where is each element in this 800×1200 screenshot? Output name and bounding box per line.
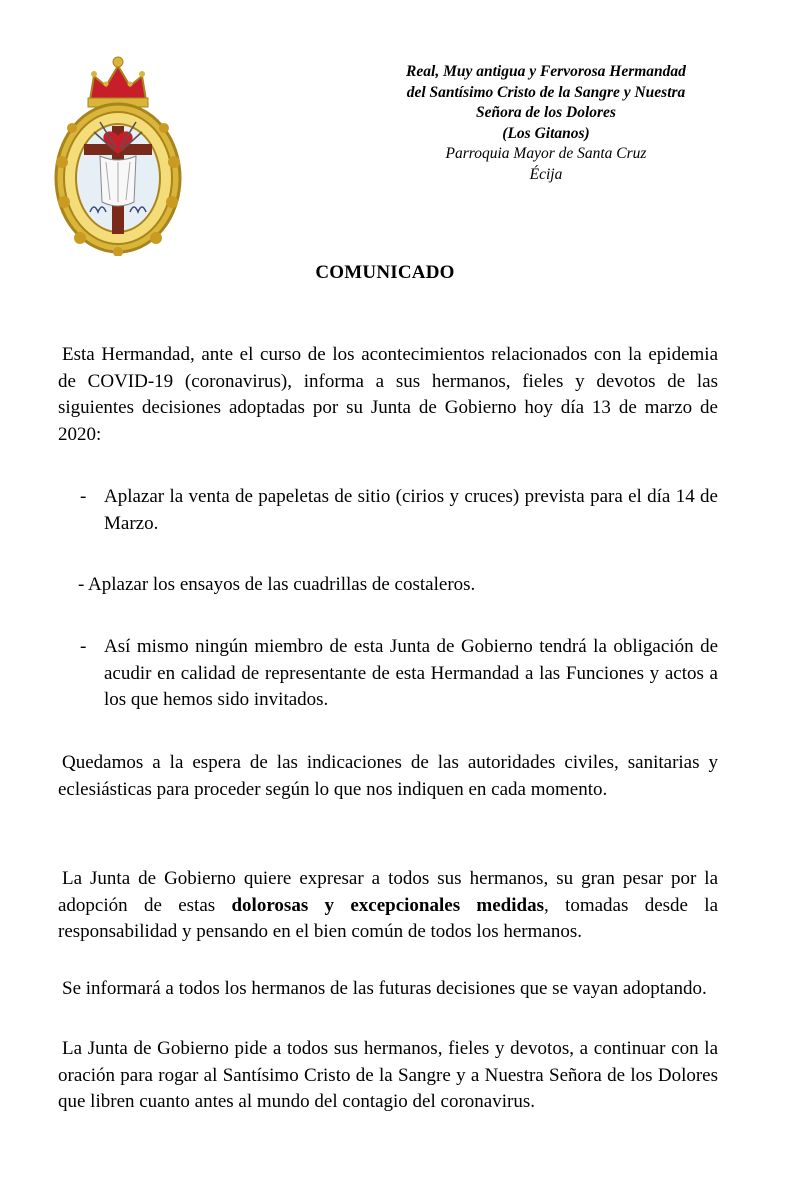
decision-item-3-text: Así mismo ningún miembro de esta Junta de Gobierno tendrá la obligación de acudir en calidad de representante de esta Hermandad a las Funciones y actos a los que hemos sido invitados.: [104, 636, 718, 710]
bullet-dash: -: [80, 486, 87, 507]
regret-text-before: La Junta de Gobierno quiere expresar a todos sus hermanos, su gran pesar por la adopción de estas: [58, 868, 718, 916]
decision-item-1: [80, 484, 718, 537]
header-line-2: del Santísimo Cristo de la Sangre y Nuestra: [406, 83, 686, 101]
brotherhood-crest-icon: [50, 52, 186, 256]
prayer-paragraph: La Junta de Gobierno pide a todos sus hermanos, fieles y devotos, a continuar con la oración para rogar al Santísimo Cristo de la Sangre y a Nuestra Señora de los Dolores que libren cuanto antes al mundo del contagio del coronavirus.: [58, 1038, 718, 1112]
header-line-3: Señora de los Dolores: [476, 104, 616, 121]
regret-text-after: , tomadas desde la responsabilidad y pensando en el bien común de todos los hermanos.: [58, 894, 719, 942]
wait-paragraph: Quedamos a la espera de las indicaciones de las autoridades civiles, sanitarias y eclesiásticas para proceder según lo que nos indiquen en cada momento.: [58, 752, 718, 800]
intro-paragraph: Esta Hermandad, ante el curso de los acontecimientos relacionados con la epidemia de COVID-19 (coronavirus), informa a sus hermanos, fieles y devotos de las siguientes decisiones adoptadas por su Junta de Gobierno hoy día 13 de marzo de 2020:: [58, 344, 718, 445]
bullet-dash: -: [80, 636, 87, 657]
crown-icon: [88, 57, 148, 107]
header-line-1: Real, Muy antigua y Fervorosa Hermandad: [406, 63, 686, 80]
header-line-5: Parroquia Mayor de Santa Cruz: [445, 145, 647, 162]
document-title: COMUNICADO: [315, 262, 455, 283]
regret-text-bold: dolorosas y excepcionales medidas: [231, 894, 544, 916]
decision-item-2: - Aplazar los ensayos de las cuadrillas de costaleros.: [78, 574, 476, 595]
regret-paragraph: [58, 866, 718, 946]
header-line-6: Écija: [529, 165, 563, 183]
decision-item-1-text: Aplazar la venta de papeletas de sitio (cirios y cruces) prevista para el día 14 de Marzo.: [104, 486, 718, 534]
header-line-4: (Los Gitanos): [502, 124, 590, 142]
brotherhood-header: [352, 62, 740, 185]
decision-item-3: [80, 634, 718, 714]
inform-paragraph: Se informará a todos los hermanos de las futuras decisiones que se vayan adoptando.: [62, 978, 707, 999]
